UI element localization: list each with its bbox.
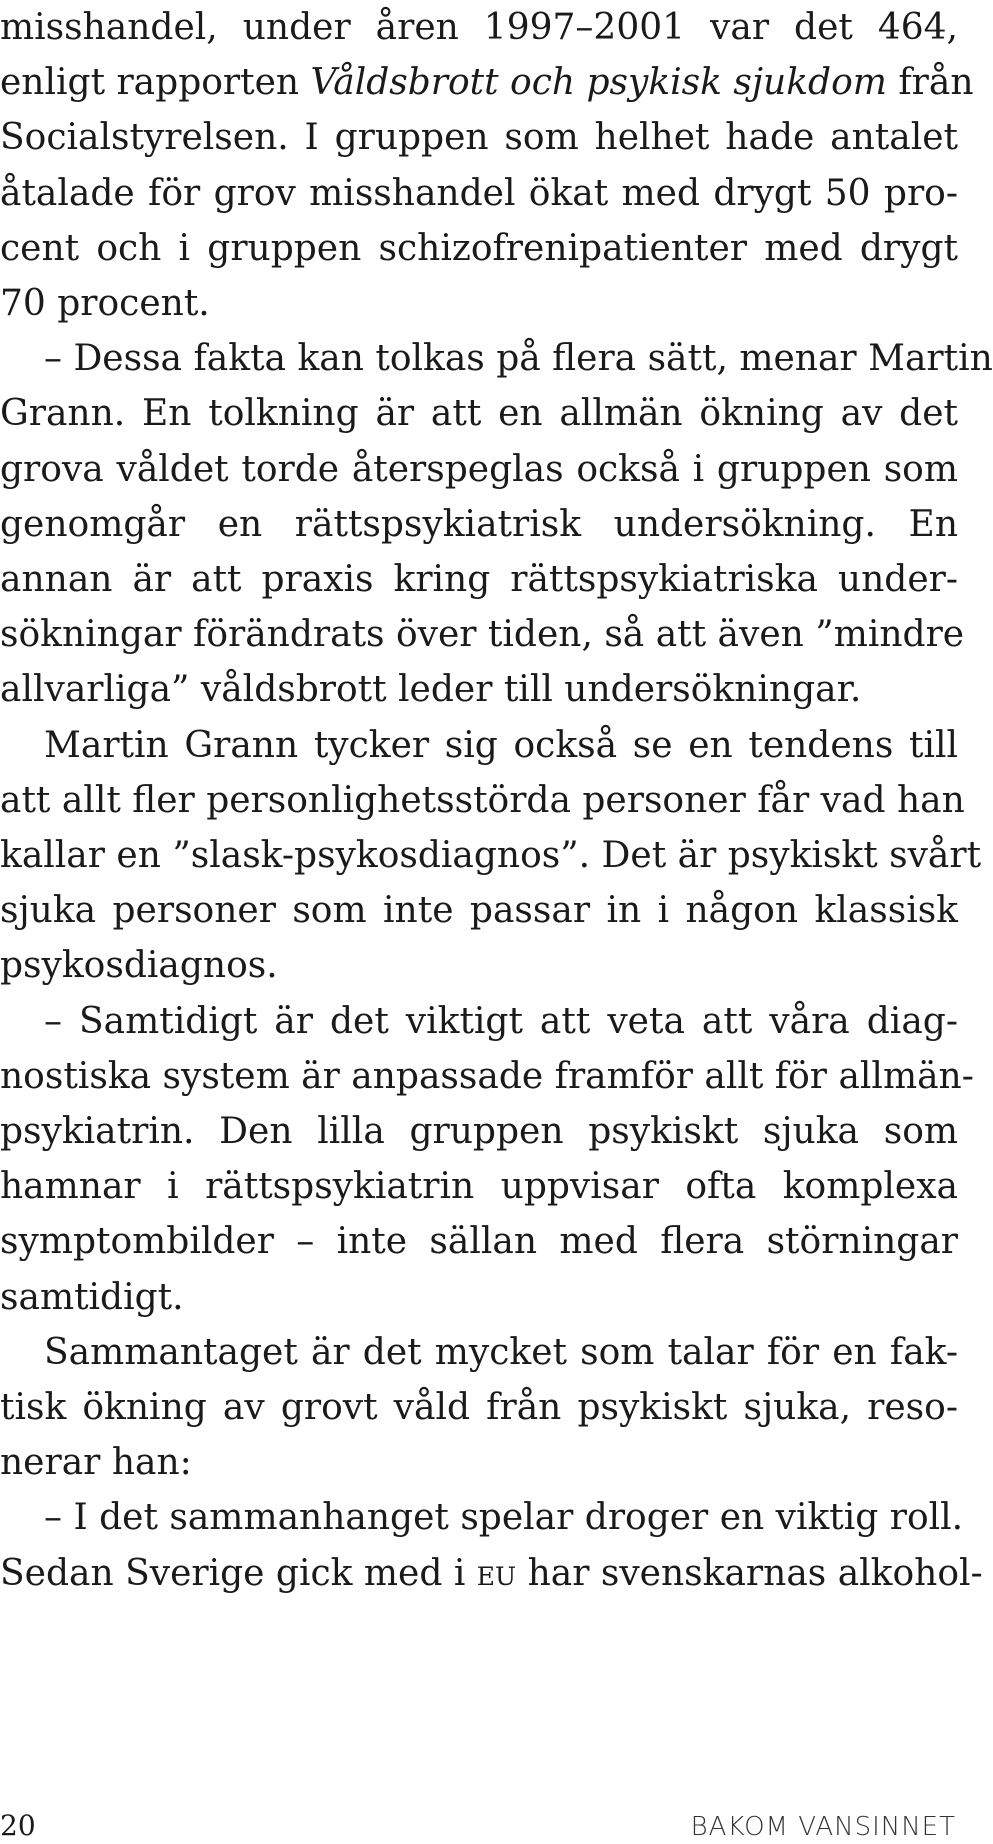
text-line [0,1104,958,1160]
text-line [0,662,958,718]
text-run: nostiska system är anpassade framför allt för allmän- [0,1055,974,1097]
text-line [0,1270,958,1326]
text-line [0,1159,958,1215]
text-run: – I det sammanhanget spelar droger en viktig roll. [44,1497,964,1539]
text-run: grova våldet torde återspeglas också i gruppen som [0,448,958,490]
text-line [0,938,958,994]
text-line [0,552,958,608]
text-line [0,994,958,1050]
text-run: åtalade för grov misshandel ökat med drygt 50 pro- [0,172,958,214]
text-run: 70 procent. [0,283,210,324]
text-line [0,0,958,56]
text-run: Socialstyrelsen. I gruppen som helhet hade antalet [0,117,958,159]
text-run: tisk ökning av grovt våld från psykiskt sjuka, reso- [0,1387,958,1428]
text-run: hamnar i rättspsykiatrin uppvisar ofta komplexa [0,1166,958,1208]
text-line [0,442,958,498]
text-run: psykosdiagnos. [0,945,278,987]
text-line [0,110,958,166]
text-run: sökningar förändrats över tiden, så att även ”mindre [0,614,965,656]
running-footer-title: BAKOM VANSINNET [690,1812,956,1842]
text-run: misshandel, under åren 1997–2001 var det 464, [0,7,958,48]
text-run: att allt fler personlighetsstörda personer får vad han [0,779,965,821]
text-run: samtidigt. [0,1276,184,1318]
text-run: symptombilder – inte sällan med flera störningar [0,1221,958,1263]
text-line [0,828,982,884]
text-line [0,1546,983,1602]
text-line [0,1325,958,1381]
text-line [0,1490,964,1546]
page-number: 20 [0,1809,36,1842]
text-line [0,883,958,939]
text-line [0,331,993,387]
text-run: Sammantaget är det mycket som talar för en fak- [44,1331,958,1373]
text-line [0,386,958,442]
text-line [0,55,974,111]
text-run: kallar en ”slask-psykosdiagnos”. Det är psykiskt svårt [0,835,982,876]
text-line [0,166,958,222]
text-run: sjuka personer som inte passar in i någon klassisk [0,890,958,932]
text-run: har svenskarnas alkohol- [516,1552,983,1594]
small-caps-abbrev: eu [476,1552,517,1594]
text-line [0,276,958,332]
text-line [0,1049,974,1105]
text-run: Martin Grann tycker sig också se en tendens till [44,724,958,766]
text-run: – Dessa fakta kan tolkas på flera sätt, menar Martin [44,338,993,380]
text-run: genomgår en rättspsykiatrisk undersökning. En [0,503,958,545]
text-run: Sedan Sverige gick med i [0,1552,477,1594]
text-run: annan är att praxis kring rättspsykiatriska under- [0,559,958,600]
text-run: cent och i gruppen schizofrenipatienter med drygt [0,227,958,269]
text-run: nerar han: [0,1442,192,1484]
text-run: psykiatrin. Den lilla gruppen psykiskt sjuka som [0,1111,958,1152]
text-run: Grann. En tolkning är att en allmän ökning av det [0,393,958,435]
italic-title: Våldsbrott och psykisk sjukdom [310,62,887,104]
text-run: från [886,62,974,104]
text-line [0,221,958,277]
text-run: enligt rapporten [0,62,311,104]
text-line [0,607,965,663]
text-line [0,1380,958,1436]
text-line [0,1214,958,1270]
text-run: – Samtidigt är det viktigt att veta att våra diag- [44,1000,958,1042]
text-line [0,773,965,829]
text-line [0,497,958,553]
text-line [0,1435,958,1491]
text-run: allvarliga” våldsbrott leder till undersökningar. [0,669,862,711]
text-line [0,718,958,774]
